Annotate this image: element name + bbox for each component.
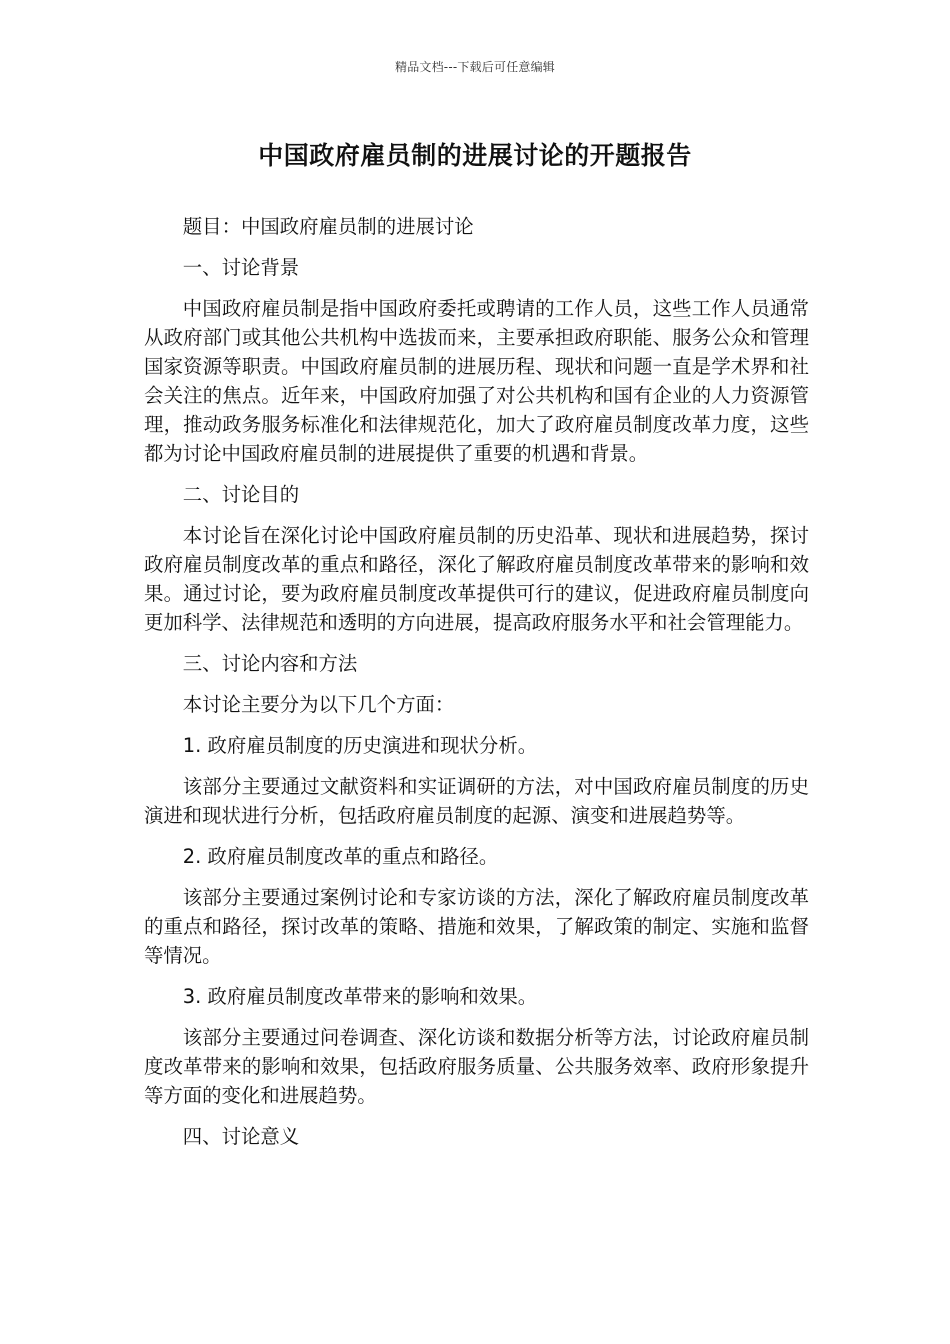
document-body	[144, 212, 809, 1163]
section-heading-purpose: 二、讨论目的	[182, 483, 300, 506]
section-heading-significance: 四、讨论意义	[182, 1125, 300, 1148]
list-item-paragraph: 该部分主要通过问卷调查、深化访谈和数据分析等方法，讨论政府雇员制度改革带来的影响和效果，包括政府服务质量、公共服务效率、政府形象提升等方面的变化和进展趋势。	[144, 1026, 809, 1107]
paragraph-purpose: 本讨论旨在深化讨论中国政府雇员制的历史沿革、现状和进展趋势，探讨政府雇员制度改革的重点和路径，深化了解政府雇员制度改革带来的影响和效果。通过讨论，要为政府雇员制度改革提供可行的建议，促进政府雇员制度向更加科学、法律规范和透明的方向进展，提高政府服务水平和社会管理能力。	[144, 524, 809, 634]
list-item-heading: 2. 政府雇员制度改革的重点和路径。	[182, 845, 499, 868]
section-heading-content-methods: 三、讨论内容和方法	[182, 652, 358, 675]
page-title: 中国政府雇员制的进展讨论的开题报告	[258, 141, 692, 170]
list-item-heading: 3. 政府雇员制度改革带来的影响和效果。	[182, 985, 538, 1008]
list-item-heading: 1. 政府雇员制度的历史演进和现状分析。	[182, 734, 538, 757]
paragraph-background: 中国政府雇员制是指中国政府委托或聘请的工作人员，这些工作人员通常从政府部门或其他公共机构中选拔而来，主要承担政府职能、服务公众和管理国家资源等职责。中国政府雇员制的进展历程、现状和问题一直是学术界和社会关注的焦点。近年来，中国政府加强了对公共机构和国有企业的人力资源管理，推动政务服务标准化和法律规范化，加大了政府雇员制度改革力度，这些都为讨论中国政府雇员制的进展提供了重要的机遇和背景。	[144, 297, 809, 465]
header-note: 精品文档---下载后可任意编辑	[395, 60, 555, 74]
section-intro-content-methods: 本讨论主要分为以下几个方面：	[182, 693, 455, 716]
topic-line: 题目：中国政府雇员制的进展讨论	[182, 215, 474, 238]
list-item-paragraph: 该部分主要通过案例讨论和专家访谈的方法，深化了解政府雇员制度改革的重点和路径，探讨改革的策略、措施和效果，了解政策的制定、实施和监督等情况。	[144, 886, 809, 967]
list-item-paragraph: 该部分主要通过文献资料和实证调研的方法，对中国政府雇员制度的历史演进和现状进行分析，包括政府雇员制度的起源、演变和进展趋势等。	[144, 775, 809, 827]
section-heading-background: 一、讨论背景	[182, 256, 300, 279]
